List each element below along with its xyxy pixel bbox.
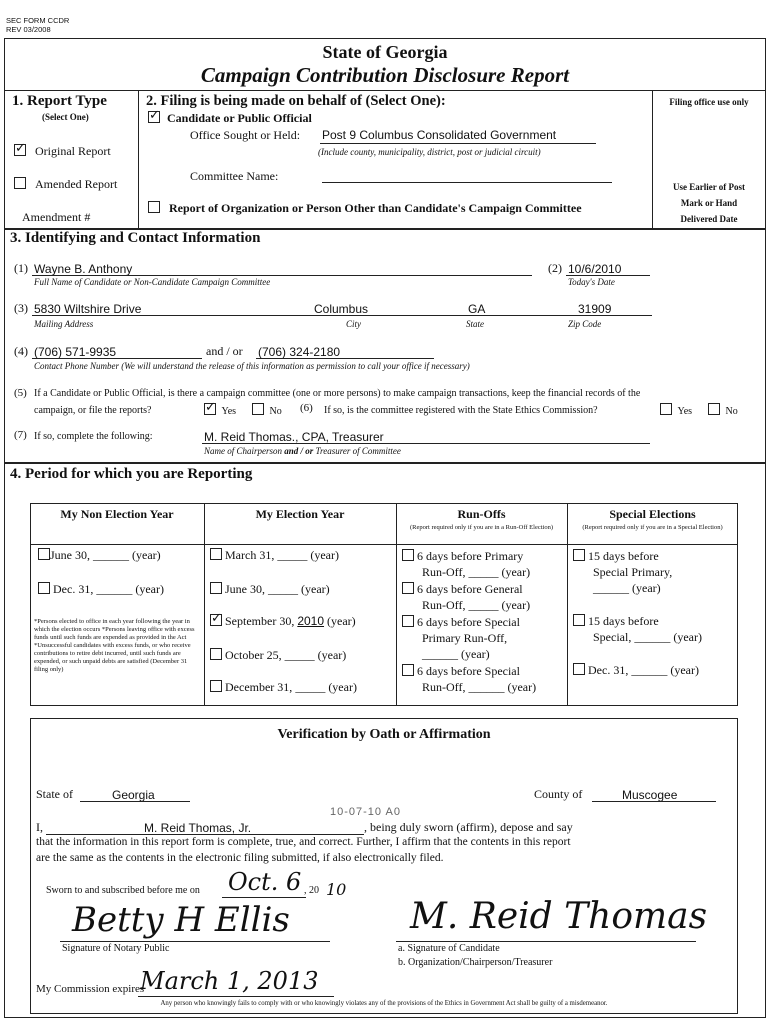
candidate-signature: M. Reid Thomas (410, 896, 708, 937)
q6-yes-option[interactable] (660, 403, 692, 417)
runoff-primary-label: 6 days before Primary (417, 549, 524, 563)
election-dec31-year: (year) (328, 680, 357, 694)
filing-office-title: Filing office use only (669, 97, 749, 107)
election-march31-year: (year) (310, 548, 339, 562)
question-7: If so, complete the following: (34, 431, 153, 442)
chairperson-caption-a: Name of Chairperson (204, 446, 283, 456)
candidate-signature-line (396, 941, 696, 942)
period-col-divider-3 (567, 503, 568, 706)
election-march31-label: March 31, (225, 548, 275, 562)
affiant-name-underline (46, 834, 364, 835)
city-value[interactable]: Columbus (314, 302, 369, 316)
phone-and-or: and / or (206, 344, 243, 358)
election-sep30-year-value[interactable]: 2010 (297, 614, 325, 628)
q6-yes-checkbox[interactable] (660, 403, 672, 415)
runoff-special-primary-label: 6 days before Special (417, 615, 520, 629)
candidate-label: Candidate or Public Official (167, 111, 312, 125)
zip-caption: Zip Code (568, 319, 602, 329)
election-sep30[interactable] (210, 614, 356, 629)
special-dec31-label: Dec. 31, (588, 663, 629, 677)
phone-1-underline (32, 358, 202, 359)
runoff-special-primary-checkbox[interactable] (402, 615, 414, 627)
filing-office-note-1: Use Earlier of Post (672, 182, 746, 192)
todays-date-caption: Today's Date (568, 277, 615, 287)
verification-title: Verification by Oath or Affirmation (277, 727, 491, 742)
todays-date-value[interactable]: 10/6/2010 (568, 262, 622, 276)
runoff-primary[interactable]: 6 days before Primary Run-Off, _____ (year) (402, 548, 530, 580)
non-election-june30-label: June 30, (50, 548, 90, 562)
form-id (6, 16, 69, 34)
col-non-election-title: My Non Election Year (60, 507, 174, 521)
election-march31[interactable]: March 31, _____ (year) (210, 548, 339, 563)
election-march31-checkbox[interactable] (210, 548, 222, 560)
runoff-special-sub: Run-Off, (422, 680, 466, 694)
chairperson-value[interactable]: M. Reid Thomas., CPA, Treasurer (204, 430, 384, 444)
non-election-dec31-year: (year) (135, 582, 164, 596)
election-oct25-year: (year) (317, 648, 347, 662)
period-col-divider-1 (204, 503, 205, 706)
notary-signature-line (60, 941, 330, 942)
item-2-number: (2) (548, 261, 562, 275)
report-title: Campaign Contribution Disclosure Report (200, 63, 570, 87)
organization-checkbox[interactable] (148, 201, 160, 213)
amended-report-label: Amended Report (35, 177, 118, 191)
sworn-year-prefix: , 20 (304, 885, 319, 896)
election-dec31-label: December 31, (225, 680, 293, 694)
organization-label: Report of Organization or Person Other than Candidate's Campaign Committee (169, 201, 582, 215)
state-caption: State (466, 319, 484, 329)
election-june30-checkbox[interactable] (210, 582, 222, 594)
non-election-june30-year: (year) (132, 548, 161, 562)
address-value[interactable]: 5830 Wiltshire Drive (34, 302, 142, 316)
sworn-year-value[interactable]: 10 (326, 880, 347, 899)
candidate-name-caption: Full Name of Candidate or Non-Candidate Campaign Committee (34, 277, 271, 287)
election-sep30-year: (year) (327, 614, 356, 628)
affirm-text-2: are the same as the contents in the electronic filing submitted, if also electronically filed. (36, 852, 444, 864)
special-primary-checkbox[interactable] (573, 549, 585, 561)
special-primary-year: (year) (632, 581, 661, 595)
received-stamp: 10-07-10 A0 (330, 806, 401, 818)
election-oct25-label: October 25, (225, 648, 282, 662)
item-3-number: (3) (14, 301, 28, 315)
election-sep30-checkbox[interactable] (210, 614, 222, 626)
runoff-special-checkbox[interactable] (402, 664, 414, 676)
chairperson-caption (204, 446, 401, 456)
election-oct25-checkbox[interactable] (210, 648, 222, 660)
candidate-option[interactable] (148, 111, 312, 126)
election-oct25[interactable]: October 25, _____ (year) (210, 648, 346, 663)
special-primary-label: 15 days before (588, 549, 659, 563)
election-sep30-label: September 30, (225, 614, 295, 628)
filing-office-note-2: Mark or Hand (680, 198, 738, 208)
runoff-primary-year: (year) (501, 565, 531, 579)
office-underline (320, 143, 596, 144)
verification-county-value[interactable]: Muscogee (622, 788, 678, 802)
non-election-june30-checkbox[interactable] (38, 548, 50, 560)
runoff-general-year: (year) (501, 598, 531, 612)
phone-2-value[interactable]: (706) 324-2180 (258, 345, 341, 359)
special-election[interactable]: 15 days before Special, ______ (year) (573, 613, 702, 645)
runoff-general-sub: Run-Off, (422, 598, 466, 612)
chairperson-caption-c: Treasurer of Committee (315, 446, 401, 456)
report-type-select-one: (Select One) (42, 112, 89, 122)
item-4-number: (4) (14, 344, 28, 358)
col-election-title: My Election Year (255, 507, 345, 521)
original-report-label: Original Report (35, 144, 111, 158)
commission-label: My Commission expires (36, 983, 145, 995)
affiant-name-value[interactable]: M. Reid Thomas, Jr. (144, 821, 252, 835)
form-number: SEC FORM CCDR (6, 16, 70, 25)
phone-caption: Contact Phone Number (We will understand the release of this information as permission to call your office if necessary) (34, 361, 470, 371)
special-election-year: (year) (673, 630, 702, 644)
report-type-title: 1. Report Type (12, 93, 107, 109)
runoff-general-checkbox[interactable] (402, 582, 414, 594)
state-title: State of Georgia (322, 42, 448, 62)
filing-office-note (652, 179, 766, 227)
q6-no-option[interactable] (708, 403, 738, 417)
runoff-special-label: 6 days before Special (417, 664, 520, 678)
notary-signature-label: Signature of Notary Public (62, 943, 170, 954)
verification-county-underline (592, 801, 716, 802)
runoff-special[interactable]: 6 days before Special Run-Off, ______ (year) (402, 663, 536, 695)
runoff-special-primary-sub: Primary Run-Off, (422, 631, 508, 645)
committee-underline (322, 182, 612, 183)
q5-yes-label: Yes (221, 406, 237, 417)
runoff-special-primary-year: (year) (461, 647, 490, 661)
amended-report-option[interactable] (14, 177, 117, 192)
runoff-primary-sub: Run-Off, (422, 565, 466, 579)
non-election-dec31-checkbox[interactable] (38, 582, 50, 594)
item-6-number: (6) (300, 402, 313, 414)
affiant-i-label: I, (36, 820, 43, 834)
runoff-primary-checkbox[interactable] (402, 549, 414, 561)
filing-office-note-3: Delivered Date (680, 214, 738, 224)
sec1-divider (138, 90, 139, 228)
non-election-notes: *Persons elected to office in each year following the year in which the election occurs *Persons leaving office with excess funds until such funds are expended as provided in the Act *Unsuccessful candidates with excess funds, or who receive contributions to retire debt incurred, until such funds are expended, or such unpaid debts are satisfied (December 31 filing only) (34, 618, 195, 673)
question-5-line-2: campaign, or file the reports? (34, 405, 152, 416)
special-primary-sub: Special Primary, (593, 565, 673, 579)
col-special-title: Special Elections (609, 507, 696, 521)
special-election-checkbox[interactable] (573, 614, 585, 626)
q5-no-checkbox[interactable] (252, 403, 264, 415)
non-election-dec31[interactable]: Dec. 31, ______ (year) (38, 582, 164, 597)
candidate-signature-label-b: b. Organization/Chairperson/Treasurer (398, 957, 553, 968)
amendment-number-label: Amendment # (22, 210, 91, 224)
item-1-number: (1) (14, 261, 28, 275)
legal-footer: Any person who knowingly fails to comply with or who knowingly violates any of the provisions of the Ethics in Government Act shall be guilty of a misdemeanor. (160, 1000, 608, 1007)
col-runoffs-note: (Report required only if you are in a Run-Off Election) (409, 524, 554, 531)
question-6: If so, is the committee registered with the State Ethics Commission? (324, 405, 598, 416)
affirm-text-1: that the information in this report form is complete, true, and correct. Further, I affirm that the contents in this report (36, 836, 571, 848)
q5-yes-option[interactable] (204, 403, 236, 417)
special-dec31[interactable]: Dec. 31, ______ (year) (573, 663, 699, 678)
special-election-sub: Special, (593, 630, 632, 644)
item-5-number: (5) (14, 387, 27, 399)
verification-county-label: County of (534, 787, 583, 801)
election-dec31-checkbox[interactable] (210, 680, 222, 692)
q6-no-label: No (725, 406, 738, 417)
runoff-general[interactable]: 6 days before General Run-Off, _____ (year) (402, 581, 530, 613)
candidate-name-value[interactable]: Wayne B. Anthony (34, 262, 133, 276)
candidate-checkbox[interactable] (148, 111, 160, 123)
election-june30-label: June 30, (225, 582, 265, 596)
verification-state-value[interactable]: Georgia (112, 788, 155, 802)
notary-signature: Betty H Ellis (72, 900, 290, 940)
verification-state-label: State of (36, 787, 73, 801)
runoff-special-primary[interactable]: 6 days before Special Primary Run-Off, ______ (year) (402, 614, 520, 662)
election-june30[interactable]: June 30, _____ (year) (210, 582, 330, 597)
sec3-bottom (4, 462, 766, 464)
sworn-date-value[interactable]: Oct. 6 (228, 868, 302, 896)
commission-value[interactable]: March 1, 2013 (140, 967, 319, 995)
q5-no-option[interactable] (252, 403, 282, 417)
runoff-general-label: 6 days before General (417, 582, 523, 596)
chairperson-underline (202, 443, 650, 444)
candidate-signature-label-a: a. Signature of Candidate (398, 943, 500, 954)
special-election-label: 15 days before (588, 614, 659, 628)
verification-state-underline (80, 801, 190, 802)
special-dec31-checkbox[interactable] (573, 663, 585, 675)
commission-underline (138, 996, 334, 997)
q6-yes-label: Yes (677, 406, 693, 417)
election-dec31[interactable]: December 31, _____ (year) (210, 680, 357, 695)
chairperson-caption-b: and / or (284, 446, 314, 456)
zip-value[interactable]: 31909 (578, 302, 612, 316)
city-caption: City (346, 319, 361, 329)
non-election-dec31-label: Dec. 31, (53, 582, 94, 596)
non-election-june30[interactable]: June 30, ______ (year) (38, 548, 161, 563)
committee-name-label: Committee Name: (190, 169, 279, 183)
period-title: 4. Period for which you are Reporting (10, 466, 253, 482)
election-june30-year: (year) (301, 582, 330, 596)
original-report-checkbox[interactable] (14, 144, 26, 156)
address-caption: Mailing Address (34, 319, 94, 329)
phone-2-underline (256, 358, 434, 359)
todays-date-underline (566, 275, 650, 276)
office-label: Office Sought or Held: (190, 128, 301, 142)
office-note: (Include county, municipality, district, post or judicial circuit) (318, 147, 541, 157)
question-5-line-1: If a Candidate or Public Official, is there a campaign committee (one or more persons) to make campaign transactions, keep the financial records of the (34, 388, 641, 399)
identifying-title: 3. Identifying and Contact Information (10, 230, 261, 246)
amended-report-checkbox[interactable] (14, 177, 26, 189)
office-value[interactable]: Post 9 Columbus Consolidated Government (322, 128, 557, 142)
candidate-name-underline (32, 275, 532, 276)
original-report-option[interactable] (14, 144, 111, 159)
state-value[interactable]: GA (468, 302, 486, 316)
period-col-divider-2 (396, 503, 397, 706)
organization-option[interactable] (148, 201, 582, 216)
form-revision: REV 03/2008 (6, 25, 51, 34)
sworn-to-label: Sworn to and subscribed before me on (46, 885, 200, 896)
col-runoffs-title: Run-Offs (457, 507, 506, 521)
phone-1-value[interactable]: (706) 571-9935 (34, 345, 117, 359)
q5-yes-checkbox[interactable] (204, 403, 216, 415)
verification-box (30, 718, 738, 1014)
item-7-number: (7) (14, 429, 27, 441)
filing-behalf-title: 2. Filing is being made on behalf of (Select One): (146, 93, 446, 109)
q6-no-checkbox[interactable] (708, 403, 720, 415)
col-special-note: (Report required only if you are in a Special Election) (582, 524, 723, 531)
special-primary[interactable]: 15 days before Special Primary, ______ (year) (573, 548, 672, 596)
special-dec31-year: (year) (670, 663, 699, 677)
sworn-date-underline (222, 897, 306, 898)
runoff-special-year: (year) (507, 680, 537, 694)
period-table-header-line (30, 544, 738, 545)
q5-no-label: No (269, 406, 282, 417)
sworn-statement: , being duly sworn (affirm), depose and say (364, 820, 573, 834)
